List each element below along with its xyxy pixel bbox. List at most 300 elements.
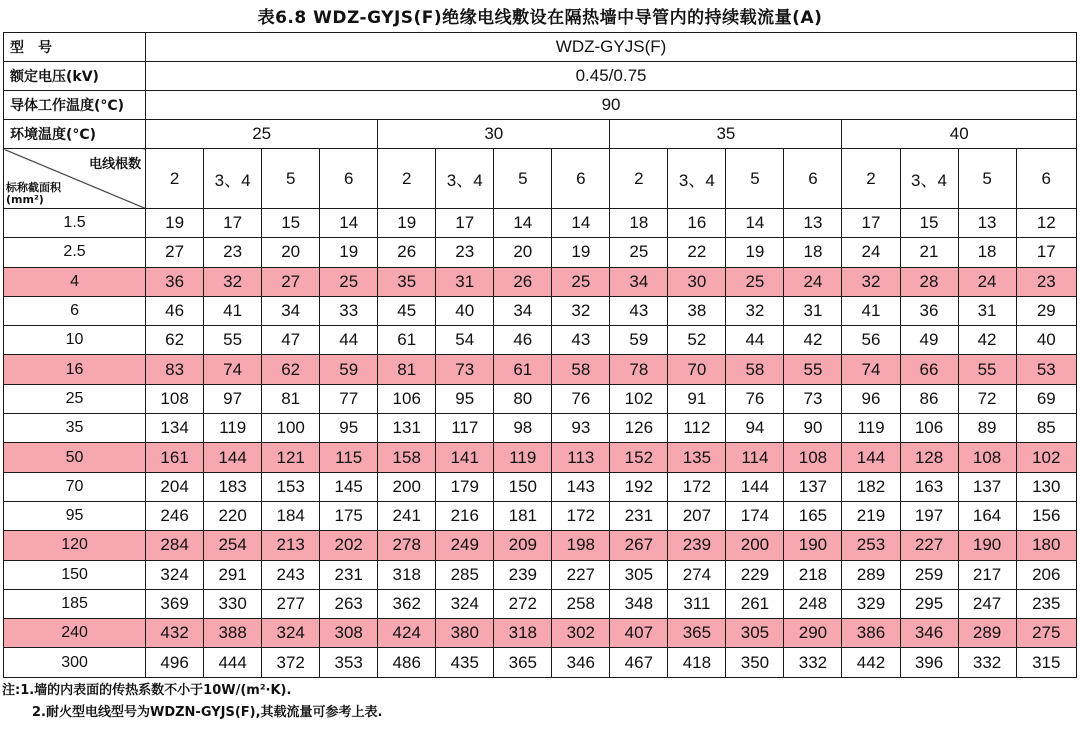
table-row — [4, 443, 1077, 472]
cross-section-cell: 35 — [4, 414, 146, 443]
wire-count-cell: 3、4 — [668, 149, 726, 209]
cross-section-label: 标称截面积 — [6, 181, 61, 194]
ampacity-cell: 52 — [668, 326, 726, 355]
ampacity-cell: 95 — [436, 384, 494, 413]
conductor-temp-row — [4, 91, 1077, 120]
cross-section-cell: 4 — [4, 267, 146, 296]
ampacity-cell: 90 — [784, 414, 842, 443]
ampacity-cell: 18 — [784, 238, 842, 267]
ampacity-cell: 311 — [668, 589, 726, 618]
ampacity-cell: 13 — [784, 209, 842, 238]
ampacity-cell: 31 — [784, 296, 842, 325]
cross-section-unit: (mm²) — [6, 193, 44, 206]
wire-count-cell: 2 — [842, 149, 900, 209]
ampacity-cell: 113 — [552, 443, 610, 472]
ampacity-cell: 108 — [958, 443, 1016, 472]
ampacity-cell: 318 — [494, 619, 552, 648]
ampacity-cell: 95 — [320, 414, 378, 443]
ampacity-cell: 444 — [204, 648, 262, 677]
ampacity-cell: 302 — [552, 619, 610, 648]
ampacity-cell: 141 — [436, 443, 494, 472]
ampacity-cell: 35 — [378, 267, 436, 296]
ampacity-cell: 32 — [204, 267, 262, 296]
table-row — [4, 267, 1077, 296]
ampacity-cell: 96 — [842, 384, 900, 413]
wire-count-cell: 6 — [784, 149, 842, 209]
ampacity-cell: 108 — [784, 443, 842, 472]
ampacity-cell: 14 — [320, 209, 378, 238]
ampacity-cell: 23 — [204, 238, 262, 267]
table-row — [4, 414, 1077, 443]
ampacity-cell: 55 — [784, 355, 842, 384]
ampacity-cell: 332 — [958, 648, 1016, 677]
ampacity-cell: 36 — [900, 296, 958, 325]
ampacity-cell: 61 — [378, 326, 436, 355]
wire-count-cell: 6 — [320, 149, 378, 209]
ampacity-cell: 179 — [436, 472, 494, 501]
ampacity-cell: 32 — [552, 296, 610, 325]
ampacity-cell: 19 — [552, 238, 610, 267]
ampacity-cell: 18 — [958, 238, 1016, 267]
ampacity-cell: 324 — [262, 619, 320, 648]
cross-section-heading — [6, 182, 61, 206]
voltage-label: 额定电压(kV) — [4, 62, 146, 91]
ampacity-cell: 55 — [204, 326, 262, 355]
wire-count-row — [4, 149, 1077, 209]
wire-count-heading: 电线根数 — [89, 157, 142, 172]
ampacity-cell: 102 — [1016, 443, 1076, 472]
ampacity-cell: 289 — [842, 560, 900, 589]
ampacity-cell: 23 — [1016, 267, 1076, 296]
ampacity-cell: 156 — [1016, 501, 1076, 530]
ampacity-cell: 145 — [320, 472, 378, 501]
ampacity-cell: 386 — [842, 619, 900, 648]
wire-count-cell: 2 — [146, 149, 204, 209]
ampacity-cell: 28 — [900, 267, 958, 296]
ampacity-cell: 36 — [146, 267, 204, 296]
wire-count-cell: 6 — [552, 149, 610, 209]
ampacity-cell: 143 — [552, 472, 610, 501]
table-row — [4, 296, 1077, 325]
ampacity-cell: 115 — [320, 443, 378, 472]
ampacity-cell: 21 — [900, 238, 958, 267]
wire-count-cell: 3、4 — [900, 149, 958, 209]
ampacity-cell: 274 — [668, 560, 726, 589]
ampacity-cell: 200 — [726, 531, 784, 560]
table-row — [4, 384, 1077, 413]
ampacity-cell: 247 — [958, 589, 1016, 618]
ampacity-cell: 59 — [610, 326, 668, 355]
ampacity-cell: 25 — [610, 238, 668, 267]
cross-section-cell: 50 — [4, 443, 146, 472]
ampacity-cell: 277 — [262, 589, 320, 618]
ampacity-cell: 219 — [842, 501, 900, 530]
ampacity-cell: 32 — [726, 296, 784, 325]
ampacity-cell: 158 — [378, 443, 436, 472]
ampacity-cell: 272 — [494, 589, 552, 618]
ampacity-cell: 73 — [784, 384, 842, 413]
ampacity-cell: 42 — [784, 326, 842, 355]
table-row — [4, 472, 1077, 501]
cross-section-cell: 70 — [4, 472, 146, 501]
ampacity-cell: 108 — [146, 384, 204, 413]
ampacity-cell: 13 — [958, 209, 1016, 238]
ampacity-cell: 58 — [552, 355, 610, 384]
wire-count-cell: 6 — [1016, 149, 1076, 209]
ampacity-cell: 362 — [378, 589, 436, 618]
ampacity-cell: 290 — [784, 619, 842, 648]
ampacity-cell: 278 — [378, 531, 436, 560]
ampacity-cell: 19 — [146, 209, 204, 238]
ampacity-cell: 220 — [204, 501, 262, 530]
ampacity-cell: 16 — [668, 209, 726, 238]
ampacity-cell: 135 — [668, 443, 726, 472]
ampacity-cell: 180 — [1016, 531, 1076, 560]
ampacity-cell: 77 — [320, 384, 378, 413]
ampacity-cell: 407 — [610, 619, 668, 648]
cross-section-cell: 6 — [4, 296, 146, 325]
ampacity-cell: 200 — [378, 472, 436, 501]
ampacity-cell: 164 — [958, 501, 1016, 530]
ampacity-cell: 174 — [726, 501, 784, 530]
ampacity-cell: 486 — [378, 648, 436, 677]
ampacity-cell: 62 — [146, 326, 204, 355]
table-row — [4, 531, 1077, 560]
ampacity-cell: 76 — [726, 384, 784, 413]
ampacity-cell: 54 — [436, 326, 494, 355]
table-row — [4, 648, 1077, 677]
wire-count-cell: 5 — [262, 149, 320, 209]
ampacity-cell: 396 — [900, 648, 958, 677]
ambient-temp-30: 30 — [378, 120, 610, 149]
ampacity-cell: 81 — [262, 384, 320, 413]
wire-count-cell: 5 — [958, 149, 1016, 209]
ampacity-cell: 231 — [610, 501, 668, 530]
ampacity-cell: 25 — [552, 267, 610, 296]
ampacity-cell: 291 — [204, 560, 262, 589]
ampacity-cell: 106 — [378, 384, 436, 413]
voltage-value: 0.45/0.75 — [146, 62, 1077, 91]
ampacity-cell: 372 — [262, 648, 320, 677]
ampacity-cell: 318 — [378, 560, 436, 589]
cross-section-cell: 25 — [4, 384, 146, 413]
ampacity-cell: 119 — [204, 414, 262, 443]
ampacity-cell: 329 — [842, 589, 900, 618]
cross-section-cell: 1.5 — [4, 209, 146, 238]
ampacity-cell: 346 — [900, 619, 958, 648]
ampacity-cell: 20 — [494, 238, 552, 267]
voltage-row — [4, 62, 1077, 91]
ampacity-cell: 213 — [262, 531, 320, 560]
ampacity-cell: 198 — [552, 531, 610, 560]
ampacity-cell: 144 — [842, 443, 900, 472]
ampacity-cell: 72 — [958, 384, 1016, 413]
model-row — [4, 33, 1077, 62]
ampacity-cell: 78 — [610, 355, 668, 384]
ampacity-cell: 25 — [320, 267, 378, 296]
ampacity-cell: 29 — [1016, 296, 1076, 325]
ampacity-cell: 34 — [610, 267, 668, 296]
ampacity-cell: 253 — [842, 531, 900, 560]
ampacity-cell: 365 — [494, 648, 552, 677]
table-row — [4, 589, 1077, 618]
cross-section-cell: 95 — [4, 501, 146, 530]
ampacity-cell: 204 — [146, 472, 204, 501]
ampacity-cell: 197 — [900, 501, 958, 530]
table-row — [4, 238, 1077, 267]
ampacity-cell: 91 — [668, 384, 726, 413]
ampacity-cell: 137 — [784, 472, 842, 501]
ampacity-cell: 74 — [842, 355, 900, 384]
ampacity-cell: 275 — [1016, 619, 1076, 648]
ampacity-cell: 435 — [436, 648, 494, 677]
ampacity-cell: 182 — [842, 472, 900, 501]
ampacity-cell: 305 — [726, 619, 784, 648]
ampacity-cell: 24 — [842, 238, 900, 267]
ampacity-cell: 119 — [494, 443, 552, 472]
table-row — [4, 619, 1077, 648]
cross-section-cell: 300 — [4, 648, 146, 677]
cross-section-cell: 10 — [4, 326, 146, 355]
ampacity-cell: 249 — [436, 531, 494, 560]
ampacity-cell: 365 — [668, 619, 726, 648]
ampacity-cell: 209 — [494, 531, 552, 560]
ampacity-cell: 388 — [204, 619, 262, 648]
ampacity-cell: 34 — [262, 296, 320, 325]
ampacity-cell: 153 — [262, 472, 320, 501]
ampacity-cell: 353 — [320, 648, 378, 677]
ampacity-cell: 243 — [262, 560, 320, 589]
ampacity-cell: 17 — [204, 209, 262, 238]
ampacity-cell: 31 — [958, 296, 1016, 325]
ampacity-cell: 23 — [436, 238, 494, 267]
model-value: WDZ-GYJS(F) — [146, 33, 1077, 62]
cross-section-cell: 2.5 — [4, 238, 146, 267]
ampacity-cell: 263 — [320, 589, 378, 618]
ampacity-cell: 332 — [784, 648, 842, 677]
ampacity-cell: 121 — [262, 443, 320, 472]
ampacity-cell: 17 — [436, 209, 494, 238]
ampacity-cell: 19 — [378, 209, 436, 238]
ampacity-cell: 97 — [204, 384, 262, 413]
ampacity-cell: 46 — [494, 326, 552, 355]
ampacity-cell: 73 — [436, 355, 494, 384]
ampacity-cell: 14 — [726, 209, 784, 238]
ampacity-cell: 27 — [262, 267, 320, 296]
ampacity-cell: 19 — [726, 238, 784, 267]
ambient-temp-40: 40 — [842, 120, 1077, 149]
ampacity-cell: 12 — [1016, 209, 1076, 238]
ampacity-cell: 80 — [494, 384, 552, 413]
ampacity-cell: 61 — [494, 355, 552, 384]
ampacity-cell: 324 — [436, 589, 494, 618]
ampacity-cell: 442 — [842, 648, 900, 677]
ampacity-cell: 98 — [494, 414, 552, 443]
table-title: 表6.8 WDZ-GYJS(F)绝缘电线敷设在隔热墙中导管内的持续载流量(A) — [257, 8, 823, 28]
ampacity-cell: 190 — [958, 531, 1016, 560]
table-row — [4, 560, 1077, 589]
ampacity-cell: 181 — [494, 501, 552, 530]
cross-section-cell: 120 — [4, 531, 146, 560]
ampacity-cell: 348 — [610, 589, 668, 618]
ampacity-cell: 267 — [610, 531, 668, 560]
ampacity-cell: 207 — [668, 501, 726, 530]
ampacity-cell: 19 — [320, 238, 378, 267]
note-2: 2.耐火型电线型号为WDZN-GYJS(F),其载流量可参考上表. — [32, 705, 383, 720]
ampacity-cell: 126 — [610, 414, 668, 443]
ampacity-cell: 74 — [204, 355, 262, 384]
ampacity-cell: 94 — [726, 414, 784, 443]
ampacity-cell: 76 — [552, 384, 610, 413]
ampacity-cell: 254 — [204, 531, 262, 560]
ampacity-cell: 308 — [320, 619, 378, 648]
ampacity-cell: 144 — [726, 472, 784, 501]
ampacity-cell: 216 — [436, 501, 494, 530]
ampacity-cell: 172 — [552, 501, 610, 530]
ampacity-cell: 184 — [262, 501, 320, 530]
wire-count-cell: 5 — [494, 149, 552, 209]
note-1: 注:1.墙的内表面的传热系数不小于10W/(m²·K). — [2, 683, 292, 698]
ampacity-cell: 161 — [146, 443, 204, 472]
ampacity-cell: 183 — [204, 472, 262, 501]
ampacity-cell: 86 — [900, 384, 958, 413]
ampacity-cell: 40 — [436, 296, 494, 325]
ampacity-cell: 128 — [900, 443, 958, 472]
ampacity-cell: 58 — [726, 355, 784, 384]
ampacity-cell: 424 — [378, 619, 436, 648]
ampacity-cell: 41 — [204, 296, 262, 325]
ampacity-cell: 55 — [958, 355, 1016, 384]
ampacity-cell: 69 — [1016, 384, 1076, 413]
conductor-temp-label: 导体工作温度(°C) — [4, 91, 146, 120]
ampacity-cell: 18 — [610, 209, 668, 238]
ampacity-cell: 152 — [610, 443, 668, 472]
ampacity-cell: 418 — [668, 648, 726, 677]
model-label: 型 号 — [4, 33, 146, 62]
ampacity-cell: 246 — [146, 501, 204, 530]
ampacity-cell: 89 — [958, 414, 1016, 443]
ampacity-cell: 62 — [262, 355, 320, 384]
ampacity-cell: 119 — [842, 414, 900, 443]
ampacity-cell: 284 — [146, 531, 204, 560]
ampacity-cell: 59 — [320, 355, 378, 384]
ampacity-cell: 172 — [668, 472, 726, 501]
ampacity-cell: 305 — [610, 560, 668, 589]
ampacity-cell: 26 — [378, 238, 436, 267]
ambient-temp-35: 35 — [610, 120, 842, 149]
ampacity-cell: 34 — [494, 296, 552, 325]
ampacity-cell: 81 — [378, 355, 436, 384]
table-row — [4, 326, 1077, 355]
ampacity-cell: 315 — [1016, 648, 1076, 677]
ampacity-cell: 83 — [146, 355, 204, 384]
ampacity-cell: 24 — [958, 267, 1016, 296]
ampacity-cell: 227 — [552, 560, 610, 589]
wire-count-cell: 5 — [726, 149, 784, 209]
ampacity-cell: 239 — [494, 560, 552, 589]
ampacity-cell: 496 — [146, 648, 204, 677]
ampacity-cell: 229 — [726, 560, 784, 589]
ampacity-cell: 15 — [900, 209, 958, 238]
ampacity-cell: 114 — [726, 443, 784, 472]
ampacity-cell: 47 — [262, 326, 320, 355]
ampacity-cell: 369 — [146, 589, 204, 618]
ampacity-cell: 218 — [784, 560, 842, 589]
ampacity-cell: 53 — [1016, 355, 1076, 384]
cross-section-cell: 16 — [4, 355, 146, 384]
ampacity-cell: 202 — [320, 531, 378, 560]
ampacity-cell: 30 — [668, 267, 726, 296]
ampacity-cell: 227 — [900, 531, 958, 560]
ampacity-cell: 467 — [610, 648, 668, 677]
ampacity-cell: 231 — [320, 560, 378, 589]
ampacity-cell: 175 — [320, 501, 378, 530]
wire-count-cell: 3、4 — [204, 149, 262, 209]
diagonal-header-cell — [4, 149, 146, 209]
ampacity-cell: 217 — [958, 560, 1016, 589]
ampacity-cell: 15 — [262, 209, 320, 238]
ampacity-cell: 14 — [494, 209, 552, 238]
ampacity-cell: 31 — [436, 267, 494, 296]
ampacity-cell: 100 — [262, 414, 320, 443]
ampacity-cell: 285 — [436, 560, 494, 589]
ampacity-cell: 165 — [784, 501, 842, 530]
ambient-temp-row — [4, 120, 1077, 149]
cross-section-cell: 150 — [4, 560, 146, 589]
table-row — [4, 501, 1077, 530]
ampacity-cell: 206 — [1016, 560, 1076, 589]
ampacity-cell: 43 — [610, 296, 668, 325]
cross-section-cell: 185 — [4, 589, 146, 618]
ampacity-cell: 45 — [378, 296, 436, 325]
ampacity-cell: 131 — [378, 414, 436, 443]
ampacity-cell: 27 — [146, 238, 204, 267]
ampacity-cell: 330 — [204, 589, 262, 618]
ampacity-cell: 26 — [494, 267, 552, 296]
table-row — [4, 355, 1077, 384]
ampacity-cell: 17 — [842, 209, 900, 238]
ampacity-cell: 137 — [958, 472, 1016, 501]
ampacity-cell: 350 — [726, 648, 784, 677]
ambient-temp-25: 25 — [146, 120, 378, 149]
ampacity-cell: 22 — [668, 238, 726, 267]
wire-count-cell: 2 — [610, 149, 668, 209]
ampacity-cell: 44 — [320, 326, 378, 355]
ampacity-cell: 235 — [1016, 589, 1076, 618]
ampacity-cell: 190 — [784, 531, 842, 560]
ampacity-cell: 49 — [900, 326, 958, 355]
ampacity-cell: 192 — [610, 472, 668, 501]
ampacity-cell: 241 — [378, 501, 436, 530]
ampacity-cell: 346 — [552, 648, 610, 677]
ampacity-cell: 150 — [494, 472, 552, 501]
ampacity-cell: 17 — [1016, 238, 1076, 267]
ampacity-table — [3, 32, 1077, 678]
ampacity-cell: 43 — [552, 326, 610, 355]
ampacity-cell: 46 — [146, 296, 204, 325]
ampacity-cell: 24 — [784, 267, 842, 296]
ambient-temp-label: 环境温度(°C) — [4, 120, 146, 149]
ampacity-cell: 66 — [900, 355, 958, 384]
wire-count-cell: 3、4 — [436, 149, 494, 209]
ampacity-cell: 380 — [436, 619, 494, 648]
ampacity-cell: 38 — [668, 296, 726, 325]
ampacity-cell: 40 — [1016, 326, 1076, 355]
ampacity-cell: 112 — [668, 414, 726, 443]
ampacity-cell: 25 — [726, 267, 784, 296]
ampacity-cell: 289 — [958, 619, 1016, 648]
wire-count-cell: 2 — [378, 149, 436, 209]
